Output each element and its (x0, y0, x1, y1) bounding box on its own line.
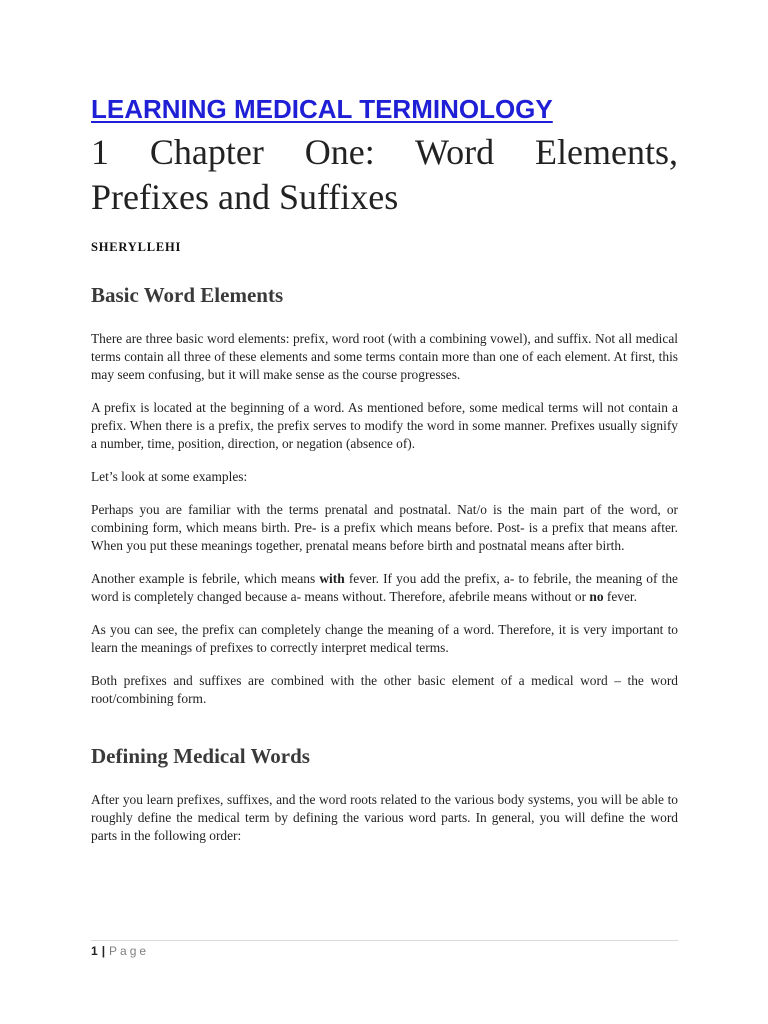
paragraph: Perhaps you are familiar with the terms prenatal and postnatal. Nat/o is the main part of the word, or combining form, which means birth. Pre- is a prefix which means before. Post- is a prefix that means after. When you put these meanings together, prenatal means before birth and postnatal means after birth. (91, 502, 678, 553)
document-page (91, 92, 678, 845)
chapter-title-line1: 1 Chapter One: Word Elements, (91, 132, 678, 172)
paragraph: As you can see, the prefix can completely change the meaning of a word. Therefore, it is very important to learn the meanings of prefixes to correctly interpret medical terms. (91, 622, 678, 655)
page-footer (91, 944, 149, 958)
author-name: SHERYLLEHI (91, 240, 182, 254)
footer-divider (91, 940, 678, 941)
paragraph: Both prefixes and suffixes are combined with the other basic element of a medical word – the word root/combining form. (91, 673, 678, 706)
chapter-title-line2: Prefixes and Suffixes (91, 177, 399, 217)
bold-word-no: no (589, 589, 604, 604)
page-label: Page (109, 944, 150, 958)
paragraph: There are three basic word elements: prefix, word root (with a combining vowel), and suffix. Not all medical terms contain all three of these elements and some terms contain more than one of each element. At first, this may seem confusing, but it will make sense as the course progresses. (91, 331, 678, 382)
document-title-link[interactable]: LEARNING MEDICAL TERMINOLOGY (91, 94, 553, 124)
chapter-title (91, 130, 678, 220)
paragraph-febrile (91, 570, 678, 606)
footer-separator: | (101, 944, 106, 958)
paragraph: A prefix is located at the beginning of a word. As mentioned before, some medical terms will not contain a prefix. When there is a prefix, the prefix serves to modify the word in some manner. Prefixes usually signify a number, time, position, direction, or negation (absence of). (91, 400, 678, 451)
page-number: 1 (91, 944, 98, 958)
text-run: Another example is febrile, which means (91, 571, 320, 586)
bold-word-with: with (319, 571, 345, 586)
text-run: fever. If you add the prefix, a- to febrile, the meaning of the word is completely changed because a- means without. Therefore, afebrile means without or (91, 571, 678, 604)
paragraph: Let’s look at some examples: (91, 469, 248, 484)
text-run: fever. (603, 589, 638, 604)
section-heading-defining-medical-words: Defining Medical Words (91, 744, 310, 768)
paragraph: After you learn prefixes, suffixes, and the word roots related to the various body systems, you will be able to roughly define the medical term by defining the various word parts. In general, you will define the word parts in the following order: (91, 792, 678, 843)
section-heading-basic-word-elements: Basic Word Elements (91, 283, 284, 307)
